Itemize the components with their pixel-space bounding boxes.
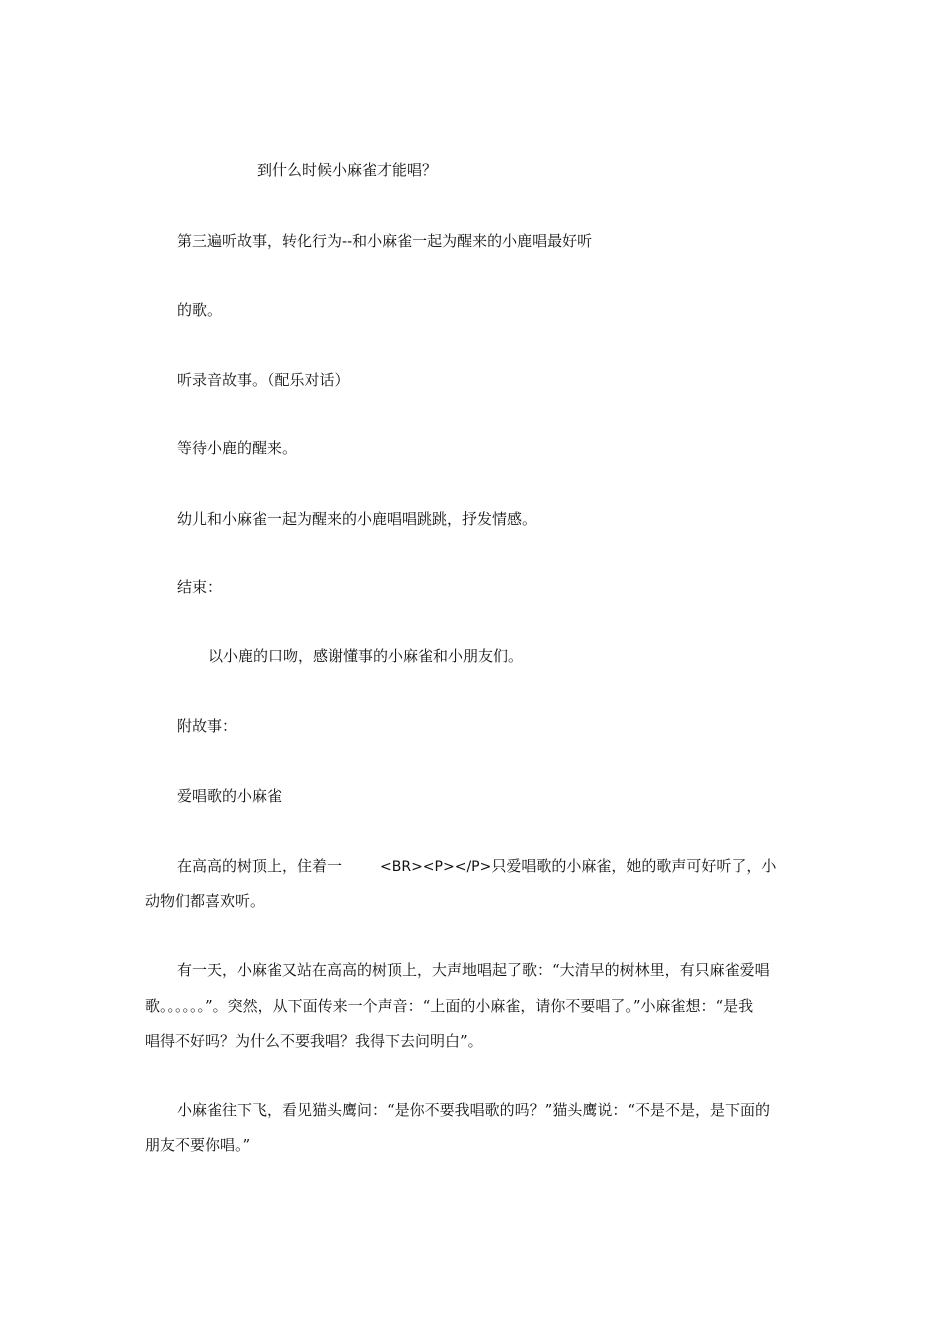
text-line-wait: 等待小鹿的醒来。 <box>177 439 298 457</box>
story-paragraph-1-line-2: 动物们都喜欢听。 <box>145 892 266 910</box>
text-line-third-listen: 第三遍听故事，转化行为--和小麻雀一起为醒来的小鹿唱最好听 <box>177 232 593 250</box>
story-paragraph-1-line-1 <box>177 856 776 877</box>
story-text-segment: 在高高的树顶上，住着一 <box>177 857 343 875</box>
story-paragraph-3-line-2: 朋友不要你唱。” <box>145 1136 251 1154</box>
story-text-segment: 只爱唱歌的小麻雀，她的歌声可好听了，小 <box>491 857 777 875</box>
text-line-recording: 听录音故事。（配乐对话） <box>177 371 350 389</box>
story-paragraph-3-line-1: 小麻雀往下飞，看见猫头鹰问：“是你不要我唱歌的吗？”猫头鹰说：“不是不是，是下面的 <box>177 1101 771 1119</box>
story-paragraph-2-line-2: 歌。。。。。。”。突然，从下面传来一个声音：“上面的小麻雀，请你不要唱了。”小麻雀想：“是我 <box>145 997 754 1015</box>
text-line-song: 的歌。 <box>177 301 223 319</box>
text-line-appendix-heading: 附故事： <box>177 717 238 735</box>
text-line-sing-dance: 幼儿和小麻雀一起为醒来的小鹿唱唱跳跳，抒发情感。 <box>177 510 538 528</box>
text-line-ending-heading: 结束： <box>177 578 223 596</box>
text-line-question: 到什么时候小麻雀才能唱？ <box>257 161 438 179</box>
story-title: 爱唱歌的小麻雀 <box>177 787 283 805</box>
raw-html-tag-text: <BR><P></P> <box>380 859 492 875</box>
story-paragraph-2-line-1: 有一天，小麻雀又站在高高的树顶上，大声地唱起了歌：“大清早的树林里，有只麻雀爱唱 <box>177 961 770 979</box>
story-paragraph-2-line-3: 唱得不好吗？为什么不要我唱？我得下去问明白”。 <box>145 1032 483 1050</box>
text-line-thanks: 以小鹿的口吻，感谢懂事的小麻雀和小朋友们。 <box>208 647 524 665</box>
